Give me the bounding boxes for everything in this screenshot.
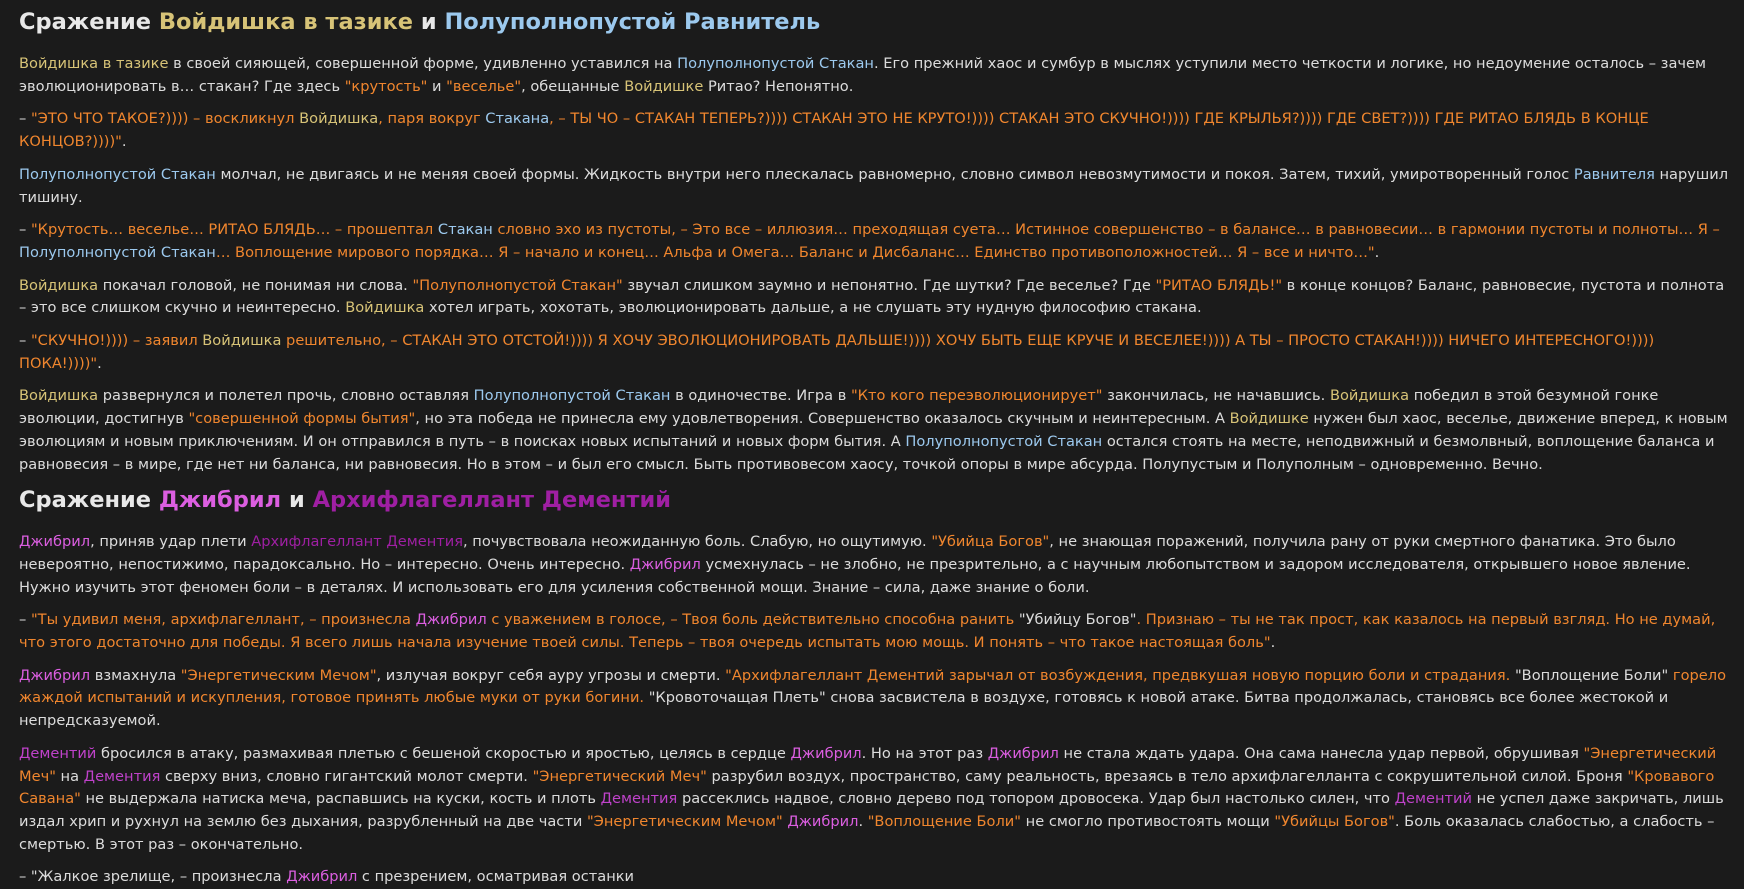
title-fighter-woydishka: Войдишка в тазике (158, 9, 414, 35)
highlighted-text: Дементий (1394, 790, 1472, 808)
paragraph-text: – (19, 110, 31, 128)
highlighted-text: Войдишке (624, 77, 704, 95)
paragraph-text: нужен был хаос, веселье, движение вперед, к новым эволюциям и новым приключениям. И он отправился в путь – в поисках новых испытаний и новых форм бытия. А (19, 410, 1728, 450)
highlighted-text: Джибрил (629, 555, 701, 573)
highlighted-text: "Воплощение Боли" (867, 812, 1022, 830)
highlighted-text: "РИТАО БЛЯДЬ!" (1155, 276, 1283, 294)
paragraph-text: победил в этой безумной гонке эволюции, достигнув (19, 387, 1659, 428)
highlighted-text: "ЭТО ЧТО ТАКОЕ?)))) – воскликнул (30, 110, 300, 128)
paragraph-text: на (55, 767, 84, 785)
title-fighter-djibril: Джибрил (158, 487, 282, 514)
paragraph-text: – (19, 611, 31, 629)
paragraph-text: нарушил тишину. (19, 165, 1729, 206)
highlighted-text: Стакан (437, 221, 493, 239)
paragraph-text: развернулся и полетел прочь, словно оставляя (98, 387, 474, 405)
story-paragraph (19, 275, 1734, 320)
highlighted-text: Войдишка (19, 387, 99, 405)
paragraph-text: . (1270, 634, 1276, 652)
highlighted-text: Архифлагеллант Дементия (251, 533, 464, 551)
paragraph-text: , почувствовала неожиданную боль. Слабую, но ощутимую. (463, 533, 932, 551)
paragraph-text: "Кровоточащая Плеть" снова засвистела в воздухе, готовясь к новой атаке. Битва продолжалась, становясь все более жестокой и непредсказуемой. (19, 689, 1669, 730)
highlighted-text: Джибрил (415, 611, 487, 629)
highlighted-text: Джибрил (790, 744, 862, 762)
paragraph-text: . (1374, 243, 1380, 261)
battle-title (19, 8, 1734, 37)
paragraph-text: . Его прежний хаос и сумбур в мыслях уступили место четкости и логике, но недоумение осталось – зачем эволюционировать в… стакан? Где здесь (19, 55, 1706, 95)
highlighted-text: Войдишка (1329, 387, 1410, 405)
story-paragraph (19, 743, 1734, 857)
paragraph-text: не выдержала натиска меча, распавшись на куски, кость и плоть (80, 790, 601, 808)
paragraph-text: бросился в атаку, размахивая плетью с бешеной скоростью и яростью, целясь в сердце (96, 744, 791, 762)
highlighted-text: Войдишка (202, 332, 282, 350)
paragraph-text: , излучая вокруг себя ауру угрозы и смерти. (376, 666, 726, 684)
paragraph-text: покачал головой, не понимая ни слова. (98, 276, 413, 294)
highlighted-text: Полуполнопустой Стакан (677, 55, 874, 72)
highlighted-text: "Энергетический Меч" (19, 744, 1717, 785)
paragraph-text: не успел даже закричать, лишь издал хрип и рухнул на землю без дыхания, разрубленный на две части (19, 790, 1724, 830)
highlighted-text: Войдишке (1229, 410, 1309, 428)
battle-body (19, 53, 1734, 476)
paragraph-text: звучал слишком заумно и непонятно. Где шутки? Где веселье? Где (622, 276, 1156, 294)
story-paragraph (19, 531, 1734, 599)
highlighted-text: "Убийцы Богов" (1274, 812, 1395, 830)
highlighted-text: "веселье" (446, 77, 522, 95)
story-paragraph (19, 164, 1734, 209)
paragraph-text: рассеклись надвое, словно дерево под топором дровосека. Удар был настолько силен, что (677, 790, 1395, 808)
paragraph-text: взмахнула (90, 666, 181, 684)
story-paragraph (19, 385, 1734, 476)
paragraph-text: хотел играть, хохотать, эволюционировать дальше, а не слушать эту нудную философию стакана. (424, 299, 1202, 317)
paragraph-text: , не знающая поражений, получила рану от руки смертного фанатика. Это было невероятно, непостижимо, парадоксально. Но – интересно. Очень интересно. (19, 533, 1676, 573)
paragraph-text: и (427, 77, 447, 95)
paragraph-text: – "Жалкое зрелище, – произнесла (19, 868, 287, 886)
highlighted-text: Джибрил (19, 666, 91, 684)
highlighted-text: Джибрил (787, 812, 859, 830)
title-and: и (281, 487, 313, 514)
highlighted-text: Джибрил (987, 744, 1059, 762)
paragraph-text: с презрением, осматривая останки (357, 868, 635, 886)
highlighted-text: Дементия (600, 790, 678, 808)
highlighted-text: "Полуполнопустой Стакан" (412, 276, 623, 294)
paragraph-text: . (97, 354, 102, 372)
highlighted-text: Войдишка (19, 276, 99, 294)
highlighted-text: Полуполнопустой Стакан (19, 243, 216, 261)
highlighted-text: словно эхо из пустоты, – Это все – иллюзия… преходящая суета… Истинное совершенство – в балансе… в равновесии… в гармонии пустоты и полноты… Я – (492, 221, 1720, 239)
paragraph-text: в одиночестве. Игра в (670, 387, 851, 405)
story-paragraph (19, 866, 1734, 889)
highlighted-text: . Признаю – ты не так прост, как казалось на первый взгляд. Но не думай, что этого достаточно для победы. Я всего лишь начала изучение твоей силы. Теперь – твоя очередь испытать мою мощь. И понять – что такое настоящая боль" (19, 611, 1716, 652)
title-prefix: Сражение (19, 9, 159, 35)
highlighted-text: , паря вокруг (378, 110, 486, 128)
paragraph-text: . (858, 812, 868, 830)
highlighted-text: Джибрил (19, 533, 91, 551)
highlighted-text: Полуполнопустой Стакан (905, 432, 1103, 450)
highlighted-text: горело жаждой испытаний и искупления, готовое принять любые муки от руки богини. (19, 666, 1726, 707)
paragraph-text: – (19, 221, 31, 239)
highlighted-text: … Воплощение мирового порядка… Я – начало и конец… Альфа и Омега… Баланс и Дисбаланс… Единство противоположностей… Я – все и ничто…" (215, 243, 1375, 261)
highlighted-text: Войдишка (299, 110, 379, 128)
title-fighter-ravnitel: Полуполнопустой Равнитель (444, 9, 821, 35)
paragraph-text: разрубил воздух, пространство, саму реальность, врезаясь в тело архифлагелланта с сокрушительной силой. Броня (706, 767, 1628, 785)
highlighted-text: решительно, – СТАКАН ЭТО ОТСТОЙ!)))) Я ХОЧУ ЭВОЛЮЦИОНИРОВАТЬ ДАЛЬШЕ!)))) ХОЧУ БЫТЬ ЕЩЕ КРУЧЕ И ВЕСЕЛЕЕ!)))) А ТЫ – ПРОСТО СТАКАН!)))) НИЧЕГО ИНТЕРЕСНОГО!)))) ПОКА!))))" (19, 332, 1655, 372)
highlighted-text: "Энергетический Меч" (532, 767, 707, 785)
paragraph-text: . Боль оказалась слабостью, а слабость – смертью. В этот раз – окончательно. (19, 812, 1715, 853)
paragraph-text: – (19, 332, 31, 350)
highlighted-text: "совершенной формы бытия" (188, 410, 416, 428)
highlighted-text: Дементия (83, 767, 161, 785)
story-paragraph (19, 219, 1734, 264)
highlighted-text: "Кровавого Савана" (19, 767, 1715, 808)
highlighted-text: Полуполнопустой Стакан (19, 165, 216, 183)
paragraph-text: усмехнулась – не злобно, не презрительно, а с научным любопытством и задором исследователя, открывшего новое явление. Нужно изучить этот феномен боли – в деталях. И использовать его для усиления собственной мощи. Знание – сила, даже знание о боли. (19, 555, 1691, 596)
highlighted-text: "Энергетическим Мечом" (180, 666, 377, 684)
paragraph-text: , обещанные (521, 77, 625, 95)
paragraph-text: . Но на этот раз (861, 744, 988, 762)
paragraph-text: Ритао? Непонятно. (703, 77, 854, 95)
highlighted-text: Войдишка в тазике (19, 55, 169, 72)
paragraph-text: сверху вниз, словно гигантский молот смерти. (160, 767, 533, 785)
title-and: и (413, 9, 445, 35)
highlighted-text: "Архифлагеллант Дементий зарычал от возбуждения, предвкушая новую порцию боли и страдания. (725, 666, 1515, 684)
highlighted-text: Дементий (19, 744, 97, 762)
highlighted-text: "Крутость… веселье… РИТАО БЛЯДЬ… – прошептал (30, 221, 438, 239)
highlighted-text: Полуполнопустой Стакан (473, 387, 671, 405)
battle-title (19, 486, 1734, 515)
highlighted-text: Джибрил (286, 868, 358, 886)
paragraph-text: закончилась, не начавшись. (1102, 387, 1330, 405)
highlighted-text: "Энергетическим Мечом" (586, 812, 783, 830)
story-paragraph (19, 330, 1734, 375)
paragraph-text: в конце концов? Баланс, равновесие, пустота и полнота – это все слишком скучно и неинтересно. (19, 276, 1725, 317)
paragraph-text: молчал, не двигаясь и не меняя своей формы. Жидкость внутри него плескалась равномерно, словно символ невозмутимости и покоя. Затем, тихий, умиротворенный голос (215, 165, 1574, 183)
paragraph-text: , приняв удар плети (90, 533, 252, 551)
paragraph-text: , но эта победа не принесла ему удовлетворения. Совершенство оказалось скучным и неинтересным. А (415, 410, 1230, 428)
battle-body (19, 531, 1734, 889)
paragraph-text: . (121, 133, 127, 151)
highlighted-text: Войдишка (345, 299, 425, 317)
highlighted-text: "Ты удивил меня, архифлагеллант, – произнесла (30, 611, 416, 629)
title-fighter-archflagellant: Архифлагеллант Дементий (312, 487, 671, 514)
story-paragraph (19, 108, 1734, 153)
highlighted-text: , – ТЫ ЧО – СТАКАН ТЕПЕРЬ?)))) СТАКАН ЭТО НЕ КРУТО!)))) СТАКАН ЭТО СКУЧНО!)))) ГДЕ КРЫЛЬЯ?)))) ГДЕ СВЕТ?)))) ГДЕ РИТАО БЛЯДЬ В КОНЦЕ КОНЦОВ?))))" (19, 110, 1649, 151)
story-paragraph (19, 609, 1734, 654)
highlighted-text: "СКУЧНО!)))) – заявил (30, 332, 203, 350)
title-prefix: Сражение (19, 487, 159, 514)
highlighted-text: Стакана (485, 110, 550, 128)
story-paragraph (19, 53, 1734, 98)
highlighted-text: "Убийца Богов" (931, 533, 1050, 551)
highlighted-text: "Кто кого переэволюционирует" (850, 387, 1103, 405)
highlighted-text: "крутость" (344, 77, 428, 95)
paragraph-text: не смогло противостоять мощи (1021, 812, 1275, 830)
story-paragraph (19, 665, 1734, 733)
paragraph-text: "Воплощение Боли" (1514, 666, 1669, 684)
highlighted-text: Равнителя (1573, 165, 1655, 183)
paragraph-text: остался стоять на месте, неподвижный и безмолвный, воплощение баланса и равновесия – в мире, где нет ни баланса, ни равновесия. Но в этом – и был его смысл. Быть противовесом хаосу, точкой опоры в мире абсурда. Полупустым и Полуполным – одновременно. Вечно. (19, 432, 1715, 473)
paragraph-text: "Убийцу Богов" (1018, 611, 1137, 629)
paragraph-text: в своей сияющей, совершенной форме, удивленно уставился на (168, 55, 678, 72)
paragraph-text: не стала ждать удара. Она сама нанесла удар первой, обрушивая (1058, 744, 1584, 762)
highlighted-text: с уважением в голосе, – Твоя боль действительно способна ранить (486, 611, 1019, 629)
